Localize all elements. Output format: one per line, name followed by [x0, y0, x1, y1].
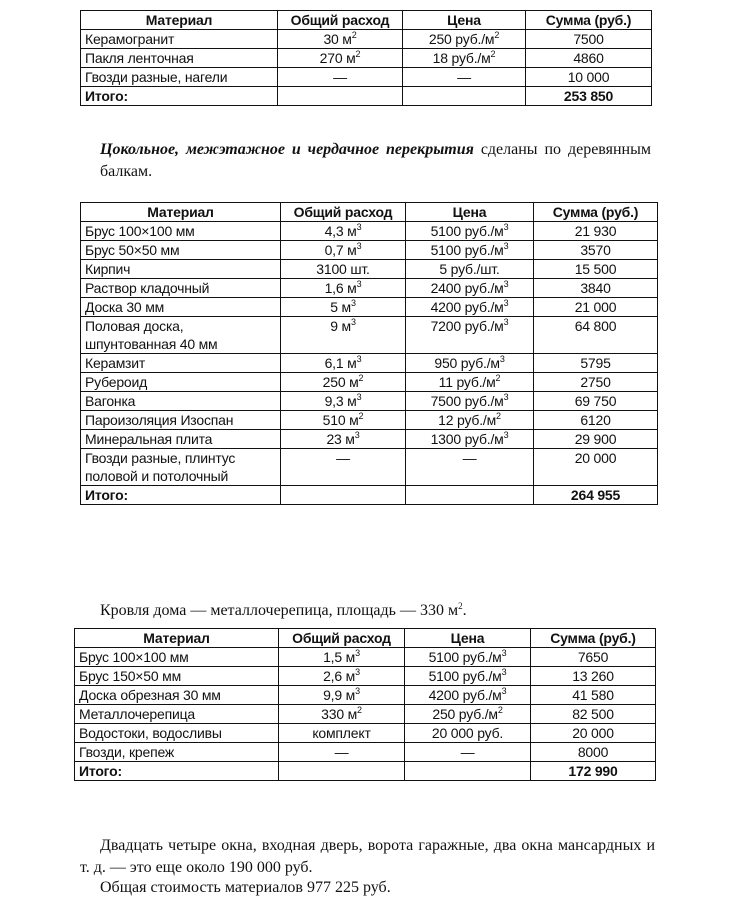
- table-header-row: [81, 203, 658, 222]
- cell-amount: 4,3 $м^3$: [281, 222, 406, 241]
- table-header-row: [81, 11, 652, 30]
- header-amount: Общий расход: [279, 629, 405, 648]
- cell-sum: 10 000: [526, 68, 652, 87]
- cell-sum: 20 000: [531, 724, 656, 743]
- cell-material: Рубероид: [81, 373, 281, 392]
- cell-sum: 20 000: [534, 449, 658, 486]
- cell-sum: 13 260: [531, 667, 656, 686]
- header-amount: Общий расход: [278, 11, 403, 30]
- empty-cell: [278, 87, 403, 106]
- cell-amount: —: [281, 449, 406, 486]
- cell-price: 2400 $руб./м^3$: [406, 279, 534, 298]
- table-header-row: [75, 629, 656, 648]
- materials-table-floors: [80, 202, 658, 505]
- cell-material: Брус 150×50 мм: [75, 667, 279, 686]
- materials-table-finishing: [80, 10, 652, 106]
- cell-sum: 15 500: [534, 260, 658, 279]
- cell-price: 5 руб./шт.: [406, 260, 534, 279]
- total-row: [75, 762, 656, 781]
- cell-price: —: [406, 449, 534, 486]
- total-label: Итого:: [81, 87, 278, 106]
- cell-material: Гвозди разные, нагели: [81, 68, 278, 87]
- table-row: [81, 279, 658, 298]
- cell-price: 1300 $руб./м^3$: [406, 430, 534, 449]
- cell-sum: 41 580: [531, 686, 656, 705]
- cell-amount: 5 $м^3$: [281, 298, 406, 317]
- header-amount: Общий расход: [281, 203, 406, 222]
- cell-material: Керамогранит: [81, 30, 278, 49]
- cell-price: 7200 $руб./м^3$: [406, 317, 534, 354]
- table-row: [81, 373, 658, 392]
- cell-amount: 2,6 $м^3$: [279, 667, 405, 686]
- cell-sum: 4860: [526, 49, 652, 68]
- table-row: [75, 686, 656, 705]
- cell-amount: 330 $м^2$: [279, 705, 405, 724]
- table-row: [75, 667, 656, 686]
- cell-material: Пароизоляция Изоспан: [81, 411, 281, 430]
- cell-price: 11 $руб./м^2$: [406, 373, 534, 392]
- cell-material: Вагонка: [81, 392, 281, 411]
- cell-amount: 23 $м^3$: [281, 430, 406, 449]
- cell-sum: 69 750: [534, 392, 658, 411]
- cell-price: 5100 $руб./м^3$: [406, 241, 534, 260]
- paragraph-rest: сделаны по деревянным балкам.: [100, 141, 651, 180]
- cell-price: 5100 $руб./м^3$: [405, 667, 531, 686]
- total-row: [81, 486, 658, 505]
- table-row: [81, 260, 658, 279]
- cell-material: Гвозди, крепеж: [75, 743, 279, 762]
- table-row: [81, 317, 658, 354]
- paragraph-emphasis: Цокольное, межэтажное и чердачное перекрытия: [100, 141, 474, 158]
- cell-material: Доска обрезная 30 мм: [75, 686, 279, 705]
- cell-material: Раствор кладочный: [81, 279, 281, 298]
- total-row: [81, 87, 652, 106]
- empty-cell: [403, 87, 526, 106]
- table-row: [75, 648, 656, 667]
- cell-material: Минеральная плита: [81, 430, 281, 449]
- cell-amount: 510 $м^2$: [281, 411, 406, 430]
- cell-price: 4200 $руб./м^3$: [406, 298, 534, 317]
- cell-price: 18 $руб./м^2$: [403, 49, 526, 68]
- table-row: [81, 392, 658, 411]
- cell-amount: 30 $м^2$: [278, 30, 403, 49]
- header-sum: Сумма (руб.): [531, 629, 656, 648]
- cell-sum: 29 900: [534, 430, 658, 449]
- header-material: Материал: [81, 203, 281, 222]
- cell-sum: 8000: [531, 743, 656, 762]
- cell-material: Половая доска, шпунтованная 40 мм: [81, 317, 281, 354]
- table-row: [75, 743, 656, 762]
- paragraph-roof: Кровля дома — металлочерепица, площадь — 330 $м^2$.: [100, 601, 467, 619]
- header-sum: Сумма (руб.): [534, 203, 658, 222]
- table-row: [81, 30, 652, 49]
- cell-sum: 64 800: [534, 317, 658, 354]
- cell-amount: 6,1 $м^3$: [281, 354, 406, 373]
- cell-material: Гвозди разные, плинтус половой и потолочный: [81, 449, 281, 486]
- table-row: [75, 705, 656, 724]
- cell-sum: 2750: [534, 373, 658, 392]
- header-sum: Сумма (руб.): [526, 11, 652, 30]
- header-price: Цена: [405, 629, 531, 648]
- cell-price: 4200 $руб./м^3$: [405, 686, 531, 705]
- cell-amount: 9 $м^3$: [281, 317, 406, 354]
- cell-material: Пакля ленточная: [81, 49, 278, 68]
- cell-amount: 1,5 $м^3$: [279, 648, 405, 667]
- table-row: [81, 411, 658, 430]
- cell-amount: комплект: [279, 724, 405, 743]
- table-row: [81, 354, 658, 373]
- table-row: [81, 298, 658, 317]
- cell-material: Металлочерепица: [75, 705, 279, 724]
- table-row: [81, 241, 658, 260]
- cell-sum: 7650: [531, 648, 656, 667]
- table-row: [81, 68, 652, 87]
- empty-cell: [405, 762, 531, 781]
- cell-amount: 1,6 $м^3$: [281, 279, 406, 298]
- total-label: Итого:: [81, 486, 281, 505]
- cell-material: Брус 100×100 мм: [81, 222, 281, 241]
- cell-amount: 9,9 $м^3$: [279, 686, 405, 705]
- table-row: [81, 430, 658, 449]
- table-row: [81, 222, 658, 241]
- header-material: Материал: [81, 11, 278, 30]
- cell-amount: 0,7 $м^3$: [281, 241, 406, 260]
- cell-price: —: [403, 68, 526, 87]
- cell-sum: 5795: [534, 354, 658, 373]
- cell-price: 7500 $руб./м^3$: [406, 392, 534, 411]
- cell-price: —: [405, 743, 531, 762]
- cell-price: 250 $руб./м^2$: [405, 705, 531, 724]
- header-price: Цена: [406, 203, 534, 222]
- header-material: Материал: [75, 629, 279, 648]
- cell-material: Брус 50×50 мм: [81, 241, 281, 260]
- paragraph-floors: [100, 139, 651, 183]
- paragraph-windows: Двадцать четыре окна, входная дверь, ворота гаражные, два окна мансардных и т. д. — это еще около 190 000 руб.: [80, 837, 655, 876]
- cell-amount: 3100 шт.: [281, 260, 406, 279]
- empty-cell: [281, 486, 406, 505]
- empty-cell: [279, 762, 405, 781]
- cell-amount: 9,3 $м^3$: [281, 392, 406, 411]
- cell-sum: 21 000: [534, 298, 658, 317]
- cell-sum: 21 930: [534, 222, 658, 241]
- cell-price: 5100 $руб./м^3$: [405, 648, 531, 667]
- cell-amount: 270 $м^2$: [278, 49, 403, 68]
- cell-amount: —: [279, 743, 405, 762]
- cell-sum: 3570: [534, 241, 658, 260]
- cell-amount: 250 $м^2$: [281, 373, 406, 392]
- cell-material: Керамзит: [81, 354, 281, 373]
- table-row: [81, 49, 652, 68]
- paragraph-total-cost: Общая стоимость материалов 977 225 руб.: [100, 879, 391, 896]
- total-sum: 253 850: [526, 87, 652, 106]
- cell-material: Кирпич: [81, 260, 281, 279]
- cell-price: 5100 $руб./м^3$: [406, 222, 534, 241]
- cell-material: Водостоки, водосливы: [75, 724, 279, 743]
- cell-sum: 7500: [526, 30, 652, 49]
- cell-price: 20 000 руб.: [405, 724, 531, 743]
- cell-sum: 82 500: [531, 705, 656, 724]
- table-row: [75, 724, 656, 743]
- cell-price: 250 $руб./м^2$: [403, 30, 526, 49]
- total-label: Итого:: [75, 762, 279, 781]
- cell-material: Доска 30 мм: [81, 298, 281, 317]
- cell-sum: 3840: [534, 279, 658, 298]
- cell-amount: —: [278, 68, 403, 87]
- materials-table-roof: [74, 628, 656, 781]
- cell-price: 12 $руб./м^2$: [406, 411, 534, 430]
- header-price: Цена: [403, 11, 526, 30]
- cell-sum: 6120: [534, 411, 658, 430]
- total-sum: 172 990: [531, 762, 656, 781]
- table-row: [81, 449, 658, 486]
- total-sum: 264 955: [534, 486, 658, 505]
- cell-material: Брус 100×100 мм: [75, 648, 279, 667]
- empty-cell: [406, 486, 534, 505]
- cell-price: 950 $руб./м^3$: [406, 354, 534, 373]
